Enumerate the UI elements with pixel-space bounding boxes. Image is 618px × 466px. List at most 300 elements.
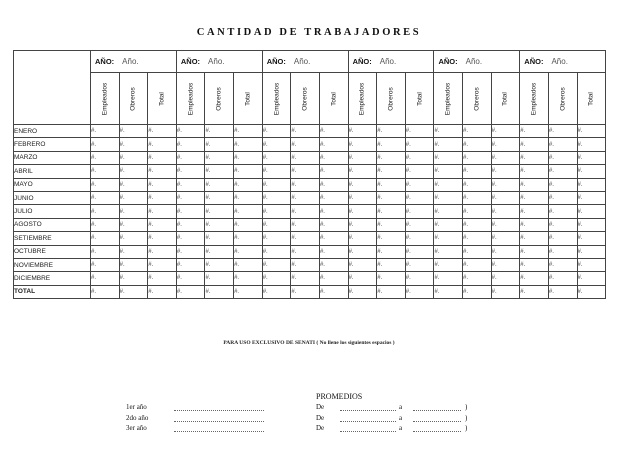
close-paren: ) bbox=[465, 413, 468, 422]
count-cell[interactable]: #. bbox=[548, 151, 577, 164]
count-cell[interactable]: #. bbox=[577, 125, 606, 138]
count-cell[interactable]: #. bbox=[434, 232, 463, 245]
subcolumn-header-obreros bbox=[205, 73, 234, 125]
count-cell[interactable]: #. bbox=[348, 125, 377, 138]
count-cell[interactable]: #. bbox=[291, 272, 320, 285]
subcolumn-label: Obreros bbox=[387, 86, 395, 111]
count-cell[interactable]: #. bbox=[548, 138, 577, 151]
count-cell[interactable]: #. bbox=[262, 272, 291, 285]
count-cell[interactable]: #. bbox=[148, 178, 177, 191]
count-cell[interactable]: #. bbox=[148, 191, 177, 204]
count-cell[interactable]: #. bbox=[176, 245, 205, 258]
count-cell[interactable]: #. bbox=[520, 125, 549, 138]
count-cell[interactable]: #. bbox=[577, 165, 606, 178]
count-cell[interactable]: #. bbox=[405, 205, 434, 218]
count-cell[interactable]: #. bbox=[91, 258, 120, 271]
month-row bbox=[14, 178, 606, 191]
count-cell[interactable]: #. bbox=[205, 165, 234, 178]
count-cell[interactable]: #. bbox=[405, 191, 434, 204]
subcolumn-label: Total bbox=[158, 91, 166, 106]
count-cell[interactable]: #. bbox=[91, 218, 120, 231]
count-cell[interactable]: #. bbox=[291, 151, 320, 164]
count-cell[interactable]: #. bbox=[491, 232, 520, 245]
count-cell[interactable]: #. bbox=[520, 151, 549, 164]
count-cell[interactable]: #. bbox=[348, 151, 377, 164]
count-cell[interactable]: #. bbox=[434, 138, 463, 151]
count-cell[interactable]: #. bbox=[234, 258, 263, 271]
subcolumn-header-obreros bbox=[463, 73, 492, 125]
a-label: a bbox=[399, 424, 403, 432]
count-cell[interactable]: #. bbox=[119, 191, 148, 204]
count-cell[interactable]: #. bbox=[463, 138, 492, 151]
count-cell[interactable]: #. bbox=[262, 258, 291, 271]
year-header-3 bbox=[262, 51, 348, 73]
count-cell[interactable]: #. bbox=[463, 245, 492, 258]
count-cell[interactable]: #. bbox=[434, 258, 463, 271]
count-cell[interactable]: #. bbox=[491, 258, 520, 271]
count-cell[interactable]: #. bbox=[405, 272, 434, 285]
count-cell[interactable]: #. bbox=[377, 272, 406, 285]
count-cell[interactable]: #. bbox=[377, 165, 406, 178]
year-header-row bbox=[14, 51, 606, 73]
count-cell[interactable]: #. bbox=[91, 151, 120, 164]
subcolumn-header-total bbox=[148, 73, 177, 125]
subcolumn-label: Empleados bbox=[273, 82, 281, 115]
count-cell[interactable]: #. bbox=[548, 285, 577, 298]
count-cell[interactable]: #. bbox=[405, 178, 434, 191]
count-cell[interactable]: #. bbox=[262, 138, 291, 151]
close-paren: ) bbox=[465, 403, 468, 411]
count-cell[interactable]: #. bbox=[520, 218, 549, 231]
count-cell[interactable]: #. bbox=[176, 232, 205, 245]
count-cell[interactable]: #. bbox=[434, 218, 463, 231]
count-cell[interactable]: #. bbox=[205, 151, 234, 164]
count-cell[interactable]: #. bbox=[319, 285, 348, 298]
count-cell[interactable]: #. bbox=[291, 191, 320, 204]
count-cell[interactable]: #. bbox=[119, 205, 148, 218]
count-cell[interactable]: #. bbox=[319, 258, 348, 271]
count-cell[interactable]: #. bbox=[520, 191, 549, 204]
count-cell[interactable]: #. bbox=[434, 285, 463, 298]
count-cell[interactable]: #. bbox=[463, 232, 492, 245]
count-cell[interactable]: #. bbox=[262, 178, 291, 191]
month-row bbox=[14, 245, 606, 258]
count-cell[interactable]: #. bbox=[262, 218, 291, 231]
count-cell[interactable]: #. bbox=[405, 165, 434, 178]
from-blank[interactable] bbox=[340, 431, 396, 432]
subcolumn-header-empleados bbox=[91, 73, 120, 125]
subcolumn-label: Obreros bbox=[301, 86, 309, 111]
count-cell[interactable]: #. bbox=[434, 151, 463, 164]
count-cell[interactable]: #. bbox=[91, 232, 120, 245]
count-cell[interactable]: #. bbox=[148, 285, 177, 298]
count-cell[interactable]: #. bbox=[577, 138, 606, 151]
count-cell[interactable]: #. bbox=[205, 285, 234, 298]
count-cell[interactable]: #. bbox=[405, 125, 434, 138]
subcolumn-label: Obreros bbox=[473, 86, 481, 111]
count-cell[interactable]: #. bbox=[520, 178, 549, 191]
count-cell[interactable]: #. bbox=[234, 178, 263, 191]
count-cell[interactable]: #. bbox=[434, 191, 463, 204]
count-cell[interactable]: #. bbox=[348, 245, 377, 258]
count-cell[interactable]: #. bbox=[291, 138, 320, 151]
count-cell[interactable]: #. bbox=[377, 258, 406, 271]
count-cell[interactable]: #. bbox=[319, 165, 348, 178]
year-label: AÑO: bbox=[266, 57, 286, 66]
year-value: Año. bbox=[379, 57, 397, 66]
count-cell[interactable]: #. bbox=[205, 218, 234, 231]
count-cell[interactable]: #. bbox=[291, 245, 320, 258]
count-cell[interactable]: #. bbox=[434, 178, 463, 191]
count-cell[interactable]: #. bbox=[577, 205, 606, 218]
count-cell[interactable]: #. bbox=[119, 151, 148, 164]
count-cell[interactable]: #. bbox=[148, 138, 177, 151]
count-cell[interactable]: #. bbox=[119, 218, 148, 231]
subcolumn-label: Empleados bbox=[101, 82, 109, 115]
count-cell[interactable]: #. bbox=[319, 205, 348, 218]
count-cell[interactable]: #. bbox=[463, 205, 492, 218]
count-cell[interactable]: #. bbox=[319, 151, 348, 164]
month-row bbox=[14, 138, 606, 151]
subcolumn-label: Empleados bbox=[358, 82, 366, 115]
count-cell[interactable]: #. bbox=[520, 258, 549, 271]
value-blank[interactable] bbox=[174, 431, 264, 432]
count-cell[interactable]: #. bbox=[234, 205, 263, 218]
count-cell[interactable]: #. bbox=[463, 218, 492, 231]
count-cell[interactable]: #. bbox=[119, 272, 148, 285]
month-label: NOVIEMBRE bbox=[14, 258, 91, 271]
year-value: Año. bbox=[293, 57, 311, 66]
count-cell[interactable]: #. bbox=[348, 272, 377, 285]
subcolumn-label: Total bbox=[244, 91, 252, 106]
to-blank[interactable] bbox=[413, 410, 461, 411]
year-ordinal-label: 3er año bbox=[126, 424, 147, 432]
count-cell[interactable]: #. bbox=[234, 285, 263, 298]
subcolumn-header-obreros bbox=[119, 73, 148, 125]
count-cell[interactable]: #. bbox=[319, 245, 348, 258]
count-cell[interactable]: #. bbox=[491, 205, 520, 218]
count-cell[interactable]: #. bbox=[434, 205, 463, 218]
count-cell[interactable]: #. bbox=[491, 191, 520, 204]
month-label: OCTUBRE bbox=[14, 245, 91, 258]
count-cell[interactable]: #. bbox=[319, 138, 348, 151]
subcolumn-header-empleados bbox=[176, 73, 205, 125]
count-cell[interactable]: #. bbox=[262, 125, 291, 138]
count-cell[interactable]: #. bbox=[405, 138, 434, 151]
subcolumn-header-row bbox=[14, 73, 606, 125]
year-header-6 bbox=[520, 51, 606, 73]
count-cell[interactable]: #. bbox=[205, 272, 234, 285]
year-label: AÑO: bbox=[524, 57, 544, 66]
count-cell[interactable]: #. bbox=[377, 138, 406, 151]
count-cell[interactable]: #. bbox=[262, 232, 291, 245]
year-header-2 bbox=[176, 51, 262, 73]
subcolumn-label: Obreros bbox=[559, 86, 567, 111]
count-cell[interactable]: #. bbox=[548, 125, 577, 138]
count-cell[interactable]: #. bbox=[148, 151, 177, 164]
count-cell[interactable]: #. bbox=[377, 205, 406, 218]
count-cell[interactable]: #. bbox=[463, 272, 492, 285]
count-cell[interactable]: #. bbox=[577, 151, 606, 164]
count-cell[interactable]: #. bbox=[405, 258, 434, 271]
count-cell[interactable]: #. bbox=[548, 245, 577, 258]
count-cell[interactable]: #. bbox=[148, 272, 177, 285]
count-cell[interactable]: #. bbox=[119, 245, 148, 258]
exclusive-use-note: PARA USO EXCLUSIVO DE SENATI ( No llene los siguientes espacios ) bbox=[223, 340, 395, 346]
count-cell[interactable]: #. bbox=[434, 245, 463, 258]
count-cell[interactable]: #. bbox=[348, 191, 377, 204]
month-row bbox=[14, 165, 606, 178]
count-cell[interactable]: #. bbox=[548, 205, 577, 218]
count-cell[interactable]: #. bbox=[234, 138, 263, 151]
count-cell[interactable]: #. bbox=[577, 258, 606, 271]
count-cell[interactable]: #. bbox=[119, 165, 148, 178]
count-cell[interactable]: #. bbox=[119, 258, 148, 271]
count-cell[interactable]: #. bbox=[548, 178, 577, 191]
count-cell[interactable]: #. bbox=[520, 232, 549, 245]
count-cell[interactable]: #. bbox=[148, 245, 177, 258]
count-cell[interactable]: #. bbox=[348, 178, 377, 191]
count-cell[interactable]: #. bbox=[262, 191, 291, 204]
count-cell[interactable]: #. bbox=[405, 232, 434, 245]
count-cell[interactable]: #. bbox=[148, 258, 177, 271]
count-cell[interactable]: #. bbox=[148, 205, 177, 218]
count-cell[interactable]: #. bbox=[491, 151, 520, 164]
count-cell[interactable]: #. bbox=[176, 178, 205, 191]
count-cell[interactable]: #. bbox=[377, 151, 406, 164]
count-cell[interactable]: #. bbox=[463, 258, 492, 271]
from-blank[interactable] bbox=[340, 410, 396, 411]
count-cell[interactable]: #. bbox=[491, 165, 520, 178]
count-cell[interactable]: #. bbox=[319, 191, 348, 204]
count-cell[interactable]: #. bbox=[291, 125, 320, 138]
count-cell[interactable]: #. bbox=[291, 258, 320, 271]
count-cell[interactable]: #. bbox=[234, 218, 263, 231]
count-cell[interactable]: #. bbox=[176, 151, 205, 164]
count-cell[interactable]: #. bbox=[176, 285, 205, 298]
count-cell[interactable]: #. bbox=[91, 165, 120, 178]
year-header-5 bbox=[434, 51, 520, 73]
year-value: Año. bbox=[208, 57, 225, 66]
count-cell[interactable]: #. bbox=[348, 165, 377, 178]
count-cell[interactable]: #. bbox=[348, 218, 377, 231]
count-cell[interactable]: #. bbox=[262, 245, 291, 258]
count-cell[interactable]: #. bbox=[463, 178, 492, 191]
count-cell[interactable]: #. bbox=[377, 285, 406, 298]
year-header-1 bbox=[91, 51, 177, 73]
count-cell[interactable]: #. bbox=[319, 178, 348, 191]
count-cell[interactable]: #. bbox=[548, 272, 577, 285]
count-cell[interactable]: #. bbox=[148, 232, 177, 245]
count-cell[interactable]: #. bbox=[548, 218, 577, 231]
count-cell[interactable]: #. bbox=[520, 245, 549, 258]
count-cell[interactable]: #. bbox=[548, 232, 577, 245]
count-cell[interactable]: #. bbox=[491, 178, 520, 191]
count-cell[interactable]: #. bbox=[119, 232, 148, 245]
count-cell[interactable]: #. bbox=[434, 165, 463, 178]
month-label: FEBRERO bbox=[14, 138, 91, 151]
count-cell[interactable]: #. bbox=[119, 285, 148, 298]
count-cell[interactable]: #. bbox=[520, 272, 549, 285]
count-cell[interactable]: #. bbox=[377, 178, 406, 191]
to-blank[interactable] bbox=[413, 421, 461, 422]
count-cell[interactable]: #. bbox=[291, 178, 320, 191]
count-cell[interactable]: #. bbox=[548, 258, 577, 271]
count-cell[interactable]: #. bbox=[176, 218, 205, 231]
count-cell[interactable]: #. bbox=[548, 165, 577, 178]
count-cell[interactable]: #. bbox=[577, 245, 606, 258]
count-cell[interactable]: #. bbox=[119, 125, 148, 138]
value-blank[interactable] bbox=[174, 410, 264, 411]
count-cell[interactable]: #. bbox=[291, 285, 320, 298]
count-cell[interactable]: #. bbox=[176, 125, 205, 138]
count-cell[interactable]: #. bbox=[463, 151, 492, 164]
count-cell[interactable]: #. bbox=[176, 205, 205, 218]
count-cell[interactable]: #. bbox=[205, 125, 234, 138]
count-cell[interactable]: #. bbox=[119, 138, 148, 151]
count-cell[interactable]: #. bbox=[377, 218, 406, 231]
year-header-4 bbox=[348, 51, 434, 73]
count-cell[interactable]: #. bbox=[434, 125, 463, 138]
count-cell[interactable]: #. bbox=[119, 178, 148, 191]
year-value: Año. bbox=[551, 57, 568, 66]
month-row bbox=[14, 232, 606, 245]
month-row bbox=[14, 205, 606, 218]
count-cell[interactable]: #. bbox=[491, 272, 520, 285]
count-cell[interactable]: #. bbox=[319, 125, 348, 138]
count-cell[interactable]: #. bbox=[548, 191, 577, 204]
count-cell[interactable]: #. bbox=[205, 138, 234, 151]
count-cell[interactable]: #. bbox=[291, 218, 320, 231]
count-cell[interactable]: #. bbox=[176, 272, 205, 285]
month-label: ABRIL bbox=[14, 165, 91, 178]
subcolumn-header-total bbox=[319, 73, 348, 125]
count-cell[interactable]: #. bbox=[234, 151, 263, 164]
count-cell[interactable]: #. bbox=[234, 165, 263, 178]
to-blank[interactable] bbox=[413, 431, 461, 432]
count-cell[interactable]: #. bbox=[405, 285, 434, 298]
count-cell[interactable]: #. bbox=[491, 218, 520, 231]
count-cell[interactable]: #. bbox=[463, 191, 492, 204]
count-cell[interactable]: #. bbox=[291, 165, 320, 178]
count-cell[interactable]: #. bbox=[91, 285, 120, 298]
count-cell[interactable]: #. bbox=[234, 232, 263, 245]
count-cell[interactable]: #. bbox=[405, 245, 434, 258]
count-cell[interactable]: #. bbox=[234, 125, 263, 138]
count-cell[interactable]: #. bbox=[205, 178, 234, 191]
count-cell[interactable]: #. bbox=[577, 232, 606, 245]
count-cell[interactable]: #. bbox=[319, 272, 348, 285]
count-cell[interactable]: #. bbox=[405, 218, 434, 231]
count-cell[interactable]: #. bbox=[234, 272, 263, 285]
count-cell[interactable]: #. bbox=[205, 191, 234, 204]
count-cell[interactable]: #. bbox=[319, 218, 348, 231]
year-label: AÑO: bbox=[95, 57, 115, 66]
value-blank[interactable] bbox=[174, 421, 264, 422]
month-label: JULIO bbox=[14, 205, 91, 218]
count-cell[interactable]: #. bbox=[577, 178, 606, 191]
count-cell[interactable]: #. bbox=[262, 285, 291, 298]
workers-table bbox=[13, 50, 606, 299]
count-cell[interactable]: #. bbox=[91, 205, 120, 218]
count-cell[interactable]: #. bbox=[262, 151, 291, 164]
subcolumn-label: Empleados bbox=[530, 82, 538, 115]
month-row bbox=[14, 258, 606, 271]
count-cell[interactable]: #. bbox=[377, 125, 406, 138]
count-cell[interactable]: #. bbox=[520, 205, 549, 218]
count-cell[interactable]: #. bbox=[377, 232, 406, 245]
count-cell[interactable]: #. bbox=[463, 165, 492, 178]
month-label: AGOSTO bbox=[14, 218, 91, 231]
count-cell[interactable]: #. bbox=[205, 232, 234, 245]
count-cell[interactable]: #. bbox=[377, 191, 406, 204]
from-blank[interactable] bbox=[340, 421, 396, 422]
count-cell[interactable]: #. bbox=[348, 258, 377, 271]
count-cell[interactable]: #. bbox=[491, 138, 520, 151]
count-cell[interactable]: #. bbox=[291, 232, 320, 245]
count-cell[interactable]: #. bbox=[491, 245, 520, 258]
count-cell[interactable]: #. bbox=[205, 258, 234, 271]
count-cell[interactable]: #. bbox=[176, 165, 205, 178]
count-cell[interactable]: #. bbox=[577, 218, 606, 231]
count-cell[interactable]: #. bbox=[148, 165, 177, 178]
count-cell[interactable]: #. bbox=[205, 245, 234, 258]
count-cell[interactable]: #. bbox=[463, 285, 492, 298]
count-cell[interactable]: #. bbox=[348, 285, 377, 298]
year-ordinal-label: 1er año bbox=[126, 403, 147, 411]
count-cell[interactable]: #. bbox=[91, 125, 120, 138]
count-cell[interactable]: #. bbox=[148, 218, 177, 231]
count-cell[interactable]: #. bbox=[262, 165, 291, 178]
count-cell[interactable]: #. bbox=[491, 285, 520, 298]
count-cell[interactable]: #. bbox=[348, 138, 377, 151]
count-cell[interactable]: #. bbox=[520, 138, 549, 151]
month-row bbox=[14, 191, 606, 204]
month-row bbox=[14, 272, 606, 285]
count-cell[interactable]: #. bbox=[491, 125, 520, 138]
count-cell[interactable]: #. bbox=[520, 285, 549, 298]
count-cell[interactable]: #. bbox=[348, 205, 377, 218]
count-cell[interactable]: #. bbox=[434, 272, 463, 285]
count-cell[interactable]: #. bbox=[319, 232, 348, 245]
count-cell[interactable]: #. bbox=[91, 191, 120, 204]
count-cell[interactable]: #. bbox=[176, 138, 205, 151]
count-cell[interactable]: #. bbox=[405, 151, 434, 164]
count-cell[interactable]: #. bbox=[377, 245, 406, 258]
count-cell[interactable]: #. bbox=[577, 191, 606, 204]
count-cell[interactable]: #. bbox=[348, 232, 377, 245]
count-cell[interactable]: #. bbox=[291, 205, 320, 218]
subcolumn-label: Total bbox=[501, 91, 509, 106]
count-cell[interactable]: #. bbox=[262, 205, 291, 218]
count-cell[interactable]: #. bbox=[91, 272, 120, 285]
count-cell[interactable]: #. bbox=[176, 258, 205, 271]
subcolumn-header-obreros bbox=[377, 73, 406, 125]
count-cell[interactable]: #. bbox=[234, 245, 263, 258]
count-cell[interactable]: #. bbox=[577, 272, 606, 285]
count-cell[interactable]: #. bbox=[205, 205, 234, 218]
count-cell[interactable]: #. bbox=[463, 125, 492, 138]
count-cell[interactable]: #. bbox=[148, 125, 177, 138]
subcolumn-header-total bbox=[405, 73, 434, 125]
count-cell[interactable]: #. bbox=[520, 165, 549, 178]
count-cell[interactable]: #. bbox=[176, 191, 205, 204]
count-cell[interactable]: #. bbox=[91, 245, 120, 258]
count-cell[interactable]: #. bbox=[91, 178, 120, 191]
count-cell[interactable]: #. bbox=[577, 285, 606, 298]
count-cell[interactable]: #. bbox=[234, 191, 263, 204]
count-cell[interactable]: #. bbox=[91, 138, 120, 151]
